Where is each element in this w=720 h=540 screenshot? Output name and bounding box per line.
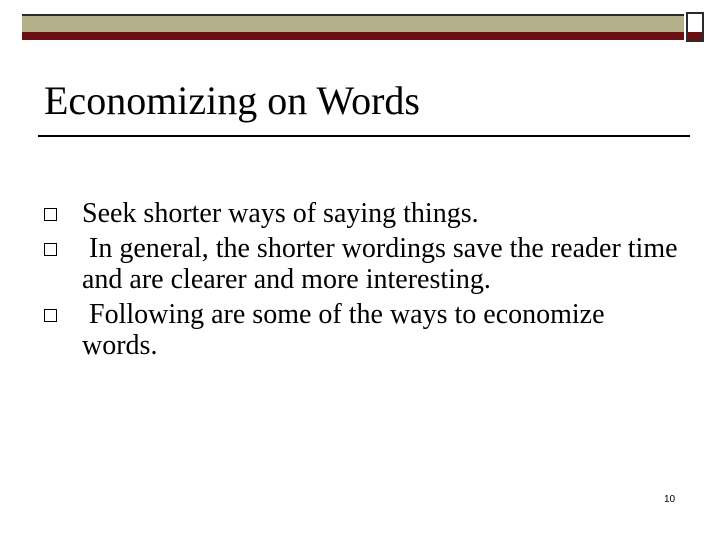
square-bullet-icon	[44, 208, 57, 221]
page-number: 10	[664, 494, 676, 505]
bullet-list	[44, 198, 684, 365]
square-bullet-icon	[44, 243, 57, 256]
square-bullet-icon	[44, 309, 57, 322]
slide-title: Economizing on Words	[44, 78, 420, 123]
bullet-text: In general, the shorter wordings save the reader time and are clearer and more interesting.	[82, 233, 685, 295]
bullet-text: Following are some of the ways to economize words.	[82, 299, 612, 361]
bullet-item	[44, 299, 684, 361]
header-corner-square	[686, 12, 704, 42]
bullet-item	[44, 198, 684, 229]
title-divider	[38, 135, 690, 137]
header-decoration-bar	[22, 14, 684, 40]
header-accent-stripe	[22, 32, 684, 39]
corner-accent-fill	[688, 32, 702, 40]
bullet-text: Seek shorter ways of saying things.	[82, 198, 479, 229]
bullet-item	[44, 233, 684, 295]
